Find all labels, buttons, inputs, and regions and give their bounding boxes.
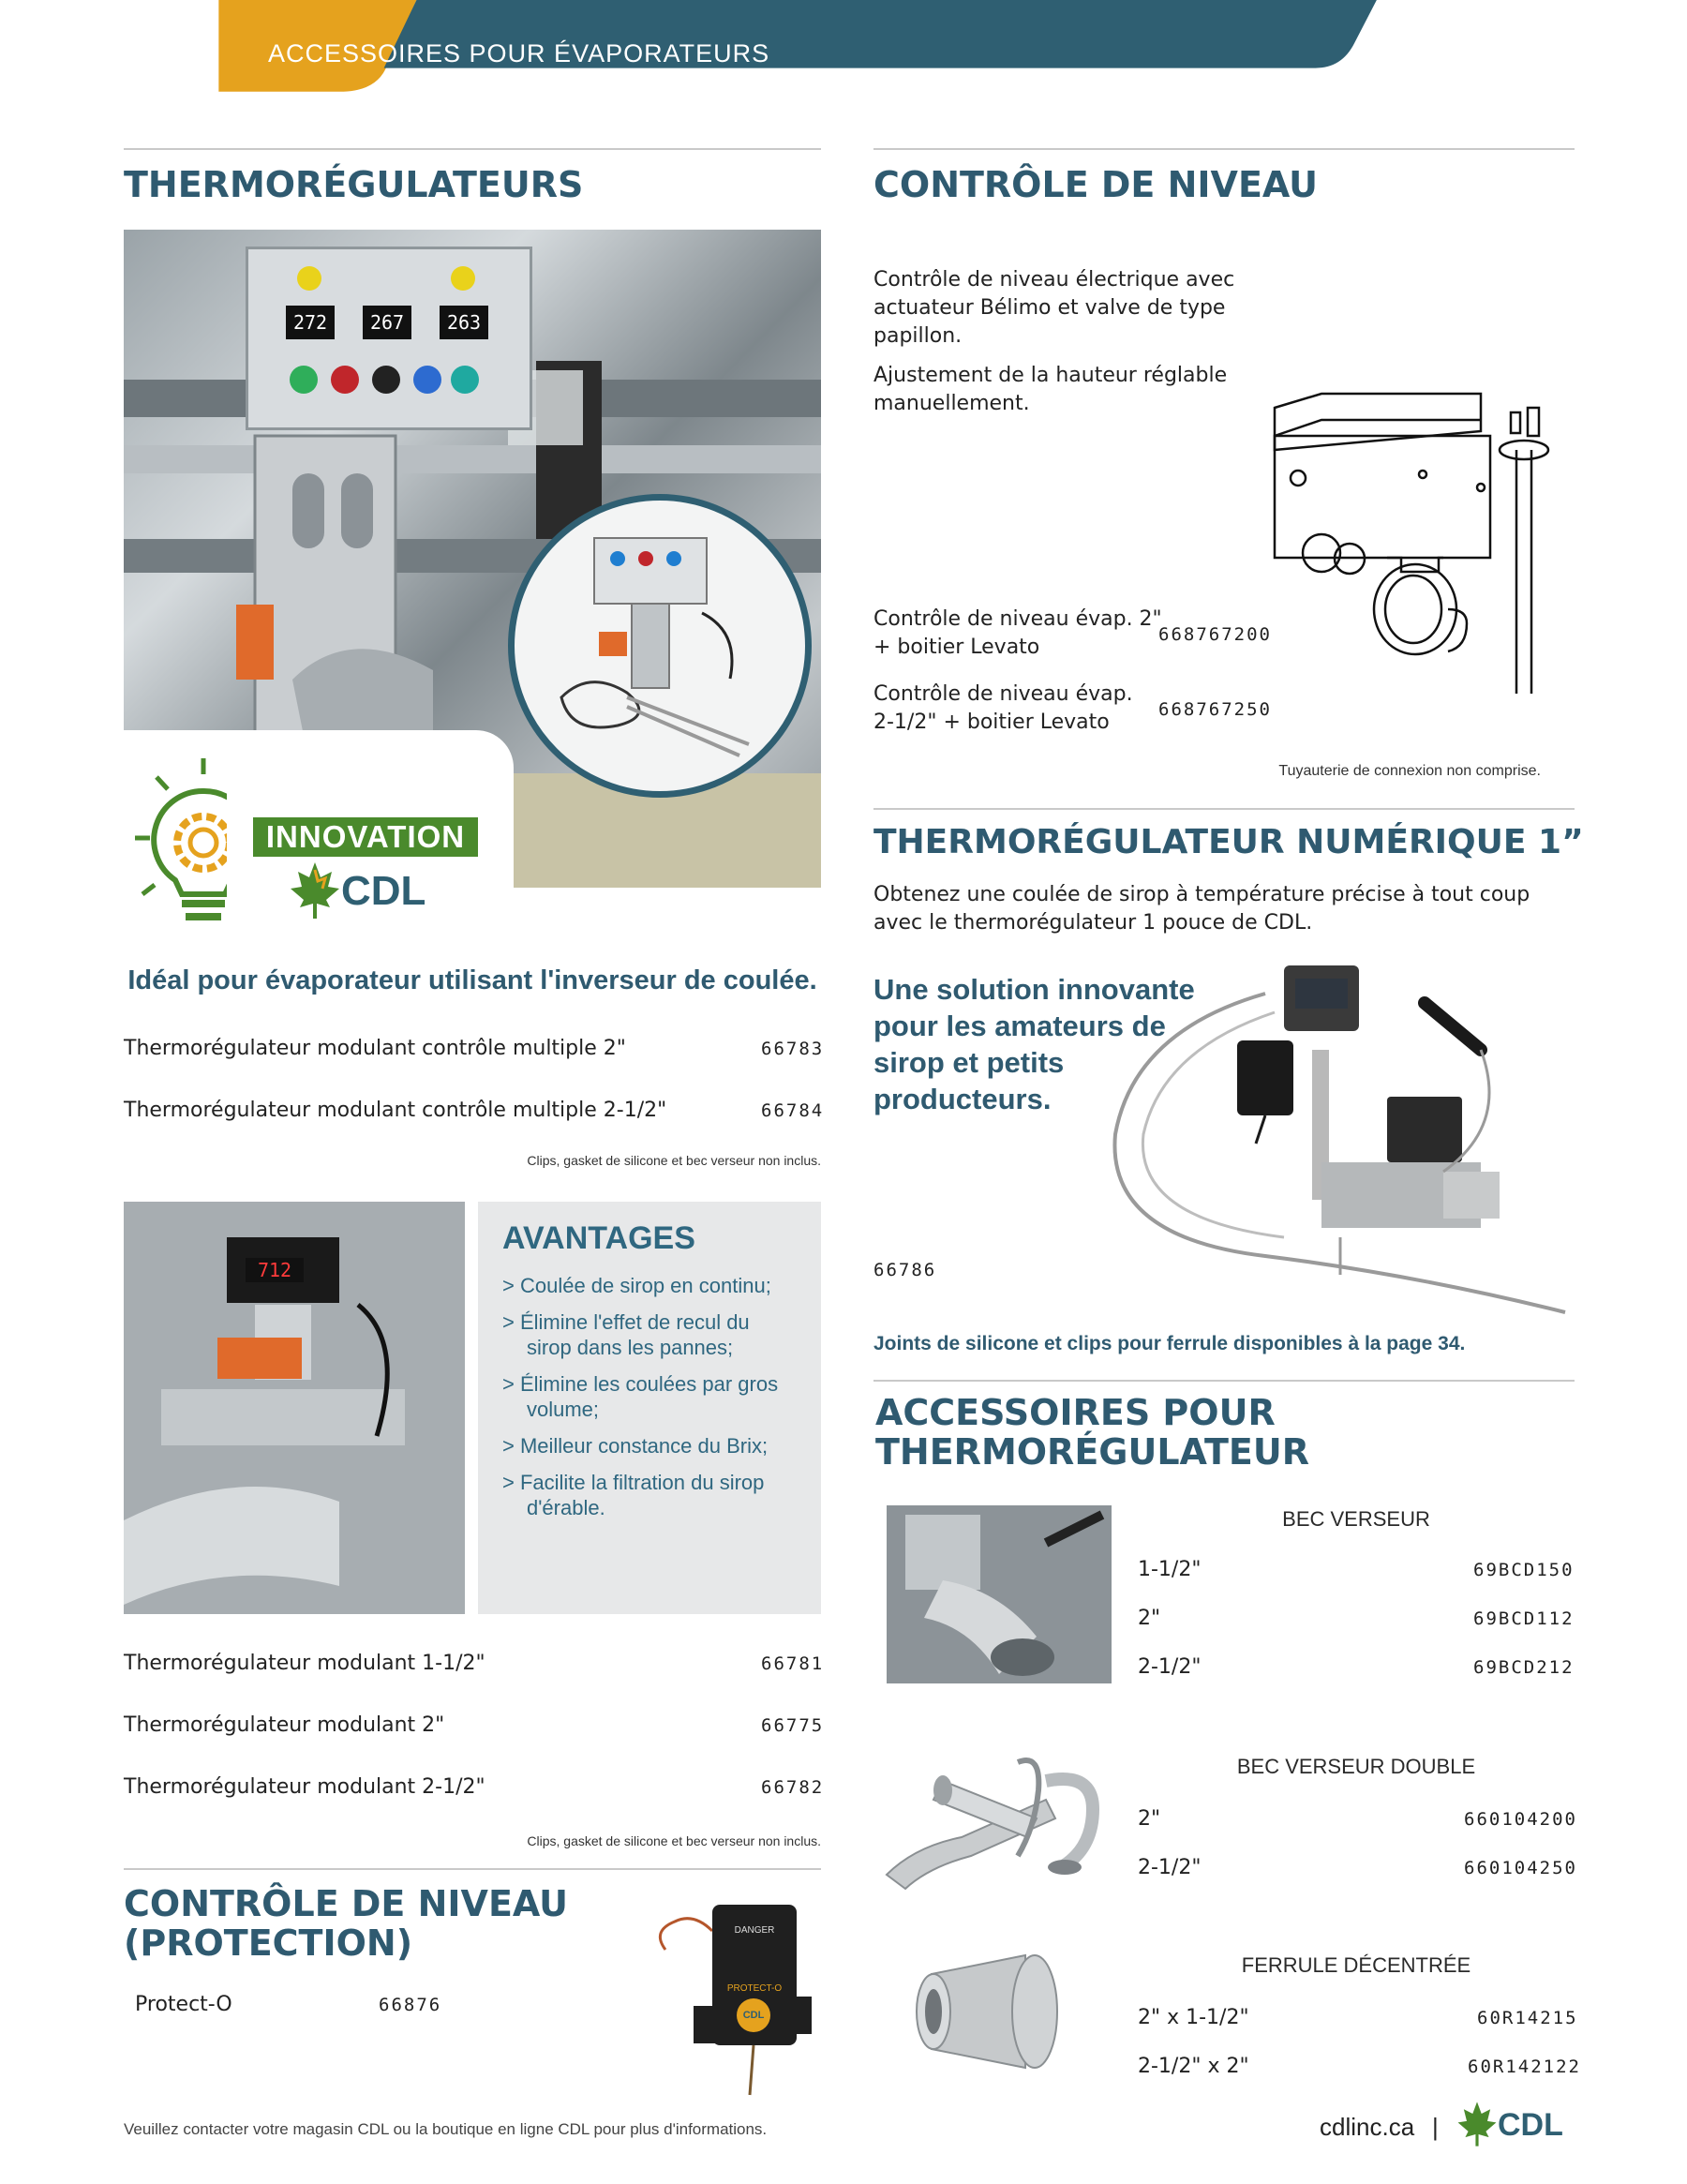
product-code: 66781 [761, 1653, 825, 1674]
controle-row-label: Contrôle de niveau évap. 2-1/2" + boitier Levato [873, 682, 1133, 734]
note-text: Clips, gasket de silicone et bec verseur non inclus. [527, 1153, 821, 1168]
section-heading-controle-niveau: CONTRÔLE DE NIVEAU [873, 164, 1319, 205]
maple-leaf-icon [289, 860, 341, 920]
accessory-size: 2-1/2" [1138, 1856, 1202, 1879]
control-panel [246, 247, 532, 430]
footer-website-link[interactable]: cdlinc.ca [1320, 2113, 1415, 2141]
avantage-item: > Élimine l'effet de recul du sirop dans les pannes; [502, 1310, 750, 1359]
section-divider [873, 1380, 1575, 1382]
blue-button-icon [413, 366, 441, 394]
yellow-light-icon [297, 266, 321, 291]
numerique-tagline: Une solution innovante pour les amateurs de sirop et petits producteurs. [873, 973, 1195, 1115]
product-label: Thermorégulateur modulant contrôle multiple 2-1/2" [124, 1099, 667, 1122]
ferrule-decentree-drawing [903, 1946, 1091, 2077]
thermoregulateur-photo [124, 230, 821, 888]
section-heading-thermoregulateurs: THERMORÉGULATEURS [124, 164, 584, 205]
green-button-icon [290, 366, 318, 394]
accessory-group-title: BEC VERSEUR DOUBLE [1236, 1755, 1476, 1778]
page-number: 100 [148, 34, 205, 72]
note-text: Tuyauterie de connexion non comprise. [1278, 763, 1541, 779]
avantage-item: > Élimine les coulées par gros volume; [502, 1372, 779, 1421]
product-code: 66784 [761, 1100, 825, 1121]
section-divider [124, 148, 821, 150]
product-code: 66775 [761, 1715, 825, 1736]
controle-description: Contrôle de niveau électrique avec actuateur Bélimo et valve de type papillon. Ajustement de la hauteur réglable manuellement. [873, 268, 1235, 415]
accessory-size: 2" [1138, 1807, 1161, 1831]
product-code: 660104200 [1464, 1809, 1577, 1830]
product-code: 69BCD150 [1473, 1560, 1575, 1580]
note-text: Clips, gasket de silicone et bec verseur non inclus. [527, 1833, 821, 1848]
panel-display-2: 267 [363, 306, 411, 339]
selector-knob-icon [372, 366, 400, 394]
section-divider [873, 808, 1575, 810]
product-code: 66876 [379, 1995, 442, 2015]
joints-link[interactable]: Joints de silicone et clips pour ferrule disponibles à la page 34. [873, 1333, 1466, 1354]
innovation-brand: CDL [341, 868, 426, 914]
panel-display-3: 263 [440, 306, 488, 339]
lightbulb-gear-icon [124, 754, 227, 941]
product-label: Protect-O [135, 1993, 232, 2016]
product-label: Thermorégulateur modulant contrôle multiple 2" [124, 1037, 626, 1060]
modulant-display: 712 [246, 1258, 304, 1282]
bec-verseur-photo [887, 1505, 1112, 1683]
header-year: 2026 [1426, 37, 1491, 70]
section-divider [124, 1868, 821, 1870]
section-heading-protection: CONTRÔLE DE NIVEAU (PROTECTION) [124, 1883, 569, 1964]
yellow-light-icon [451, 266, 475, 291]
product-code: 66783 [761, 1039, 825, 1059]
controle-row-label: Contrôle de niveau évap. 2" + boitier Levato [873, 607, 1162, 659]
maple-leaf-icon [1456, 2100, 1498, 2148]
footer-separator: | [1432, 2113, 1439, 2141]
product-code: 69BCD212 [1473, 1657, 1575, 1678]
header-title: ACCESSOIRES POUR ÉVAPORATEURS [268, 39, 770, 67]
accessory-size: 2" [1138, 1607, 1161, 1630]
accessory-size: 1-1/2" [1138, 1558, 1202, 1581]
product-code: 69BCD112 [1473, 1608, 1575, 1629]
product-code: 66782 [761, 1777, 825, 1798]
accessory-group-title: BEC VERSEUR [1282, 1507, 1430, 1531]
innovation-badge: INNOVATION [253, 817, 478, 857]
avantage-item: > Meilleur constance du Brix; [502, 1434, 769, 1458]
footer-contact: Veuillez contacter votre magasin CDL ou la boutique en ligne CDL pour plus d'informations. [124, 2120, 768, 2138]
bec-verseur-double-drawing [877, 1743, 1115, 1893]
section-divider [873, 148, 1575, 150]
device-brand-label: CDL [742, 2010, 765, 2021]
accessory-size: 2" x 1-1/2" [1138, 2006, 1249, 2029]
product-label: Thermorégulateur modulant 2-1/2" [124, 1775, 485, 1799]
product-code: 668767200 [1158, 624, 1272, 645]
teal-button-icon [451, 366, 479, 394]
modulant-photo [124, 1202, 465, 1614]
product-code: 66786 [873, 1260, 937, 1280]
footer-brand-logo: CDL [1498, 2107, 1563, 2143]
product-label: Thermorégulateur modulant 1-1/2" [124, 1652, 485, 1675]
section-heading-numerique: THERMORÉGULATEUR NUMÉRIQUE 1” [873, 823, 1584, 861]
product-code: 660104250 [1464, 1858, 1577, 1878]
digital-thermoregulator-drawing [1078, 956, 1575, 1322]
product-code: 668767250 [1158, 699, 1272, 720]
red-button-icon [331, 366, 359, 394]
accessory-size: 2-1/2" [1138, 1655, 1202, 1679]
panel-display-1: 272 [286, 306, 335, 339]
inset-product-circle [508, 494, 812, 798]
avantage-item: > Facilite la filtration du sirop d'érable. [502, 1471, 765, 1519]
numerique-description: Obtenez une coulée de sirop à température précise à tout coup avec le thermorégulateur 1 pouce de CDL. [873, 883, 1530, 935]
accessory-size: 2-1/2" x 2" [1138, 2055, 1249, 2078]
bec-verseur-drawing [887, 1505, 1112, 1683]
section-heading-accessoires: ACCESSOIRES POUR THERMORÉGULATEUR [875, 1392, 1309, 1473]
ideal-text: Idéal pour évaporateur utilisant l'inverseur de coulée. [127, 965, 817, 995]
device-danger-label: DANGER [734, 1925, 775, 1936]
product-label: Thermorégulateur modulant 2" [124, 1713, 445, 1737]
product-code: 60R14215 [1477, 2008, 1578, 2028]
avantages-box [478, 1202, 821, 1614]
avantages-list [502, 1273, 812, 1520]
device-name-label: PROTECT-O [726, 1983, 783, 1994]
avantage-item: > Coulée de sirop en continu; [502, 1274, 771, 1297]
inset-device-drawing [515, 501, 805, 791]
avantages-title: AVANTAGES [502, 1220, 695, 1256]
protect-o-device-drawing [656, 1893, 821, 2100]
accessory-group-title: FERRULE DÉCENTRÉE [1241, 1953, 1471, 1977]
level-control-line-drawing [1265, 384, 1575, 703]
product-code: 60R142122 [1468, 2057, 1581, 2077]
protect-o-photo [656, 1893, 821, 2100]
